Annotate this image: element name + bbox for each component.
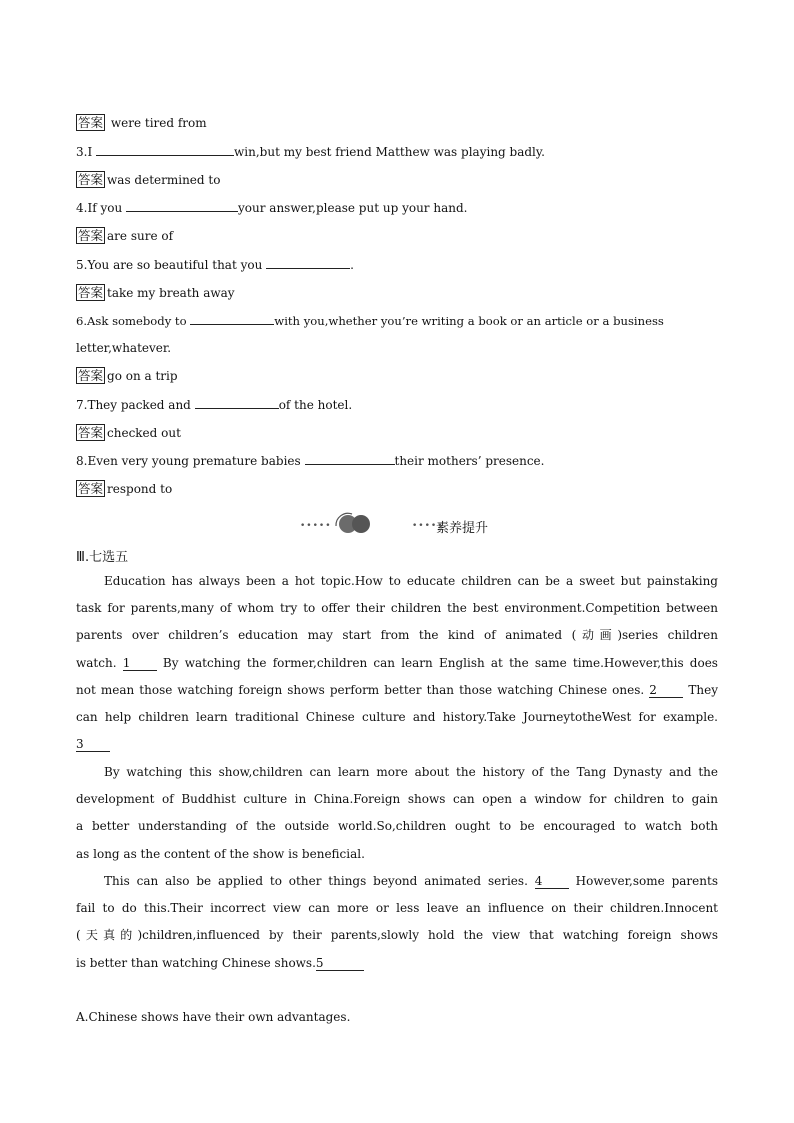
passage-line — [76, 868, 718, 895]
section-banner — [298, 508, 498, 538]
passage-line: (天真的)children,influenced by their parents,slowly hold the view that watching foreign shows — [76, 928, 718, 943]
passage-text: They — [688, 682, 718, 697]
option-a — [76, 1008, 718, 1026]
answer-blank[interactable] — [266, 256, 350, 269]
passage-line: By watching this show,children can learn more about the history of the Tang Dynasty and the — [104, 765, 718, 779]
gap-1-blank[interactable]: 1 — [123, 657, 157, 671]
passage-line — [76, 677, 718, 704]
banner-dots-right: ••••• — [412, 521, 444, 531]
passage-line: as long as the content of the show is beneficial. — [76, 846, 365, 861]
passage-line — [76, 731, 718, 758]
question-text-before: 7.They packed and — [76, 398, 191, 412]
answer-blank[interactable] — [305, 452, 395, 465]
gap-4-blank[interactable]: 4 — [535, 875, 569, 889]
answer-blank[interactable] — [126, 199, 238, 212]
answer-line-5 — [76, 284, 718, 302]
option-text: A.Chinese shows have their own advantages. — [76, 1010, 351, 1024]
passage-line: a better understanding of the outside world.So,children ought to be encouraged to watch both — [76, 819, 718, 834]
question-text-before: 8.Even very young premature babies — [76, 454, 301, 468]
question-5 — [76, 256, 718, 274]
answer-line-4 — [76, 227, 718, 245]
question-7 — [76, 396, 718, 414]
answer-text: checked out — [107, 426, 181, 440]
passage-line — [76, 650, 718, 677]
answer-line-6 — [76, 367, 718, 385]
question-text-before: 5.You are so beautiful that you — [76, 258, 263, 272]
question-4 — [76, 199, 718, 217]
question-text-after: their mothers’ presence. — [394, 454, 545, 468]
passage-text: not mean those watching foreign shows perform better than those watching Chinese ones. — [76, 682, 645, 697]
passage-text: watch. — [76, 655, 117, 670]
question-text-after: of the hotel. — [278, 398, 353, 412]
passage-line: fail to do this.Their incorrect view can more or less leave an influence on their children.Innocent — [76, 901, 718, 916]
answer-text: was determined to — [107, 173, 221, 187]
question-6 — [76, 312, 718, 330]
banner-title: 素养提升 — [436, 521, 489, 536]
passage-text: is better than watching Chinese shows. — [76, 955, 316, 970]
question-8 — [76, 452, 718, 470]
section-title: Ⅲ.七选五 — [76, 550, 129, 565]
answer-tag: 答案 — [78, 172, 104, 187]
answer-tag: 答案 — [78, 228, 104, 243]
question-text-before: 6.Ask somebody to — [76, 314, 187, 328]
banner-circles-icon — [332, 508, 376, 536]
passage-line: Education has always been a hot topic.How to educate children can be a sweet but painstaking — [104, 574, 718, 588]
passage-paragraph-1 — [76, 568, 718, 758]
gap-5-blank[interactable]: 5 — [316, 957, 364, 971]
passage-paragraph-3 — [76, 868, 718, 977]
passage-text: This can also be applied to other things beyond animated series. — [104, 874, 528, 888]
question-text-after: your answer,please put up your hand. — [238, 201, 468, 215]
question-text-after: with you,whether you’re writing a book or an article or a business — [274, 314, 664, 328]
answer-line-7 — [76, 424, 718, 442]
passage-line: parents over children’s education may start from the kind of animated (动画)series children — [76, 628, 718, 643]
question-text-cont: letter,whatever. — [76, 341, 172, 355]
passage-text: However,some parents — [575, 874, 718, 888]
answer-text: were tired from — [110, 116, 207, 130]
answer-text: go on a trip — [107, 369, 178, 383]
banner-dots-left: ••••• — [300, 521, 332, 531]
answer-tag: 答案 — [78, 115, 104, 130]
answer-tag: 答案 — [78, 285, 104, 300]
question-6-continuation — [76, 339, 718, 357]
passage-line: task for parents,many of whom try to offer their children the best environment.Competition between — [76, 601, 718, 616]
passage-line: can help children learn traditional Chinese culture and history.Take JourneytotheWest for example. — [76, 709, 718, 724]
answer-tag: 答案 — [78, 481, 104, 496]
question-text-before: 3.I — [76, 145, 93, 159]
answer-line-8 — [76, 480, 718, 498]
answer-tag: 答案 — [78, 425, 104, 440]
answer-text: are sure of — [107, 229, 174, 243]
gap-2-blank[interactable]: 2 — [649, 684, 683, 698]
question-text-after: . — [350, 258, 354, 272]
passage-paragraph-2 — [76, 759, 718, 868]
gap-3-blank[interactable]: 3 — [76, 738, 110, 752]
answer-blank[interactable] — [190, 312, 274, 325]
answer-blank[interactable] — [96, 143, 234, 156]
question-3 — [76, 143, 718, 161]
question-text-before: 4.If you — [76, 201, 123, 215]
passage-line — [76, 950, 718, 977]
answer-line-3 — [76, 171, 718, 189]
passage-text: By watching the former,children can learn English at the same time.However,this does — [162, 655, 718, 670]
passage-line: development of Buddhist culture in China.Foreign shows can open a window for children to gain — [76, 792, 718, 807]
answer-text: respond to — [107, 482, 173, 496]
answer-blank[interactable] — [195, 396, 279, 409]
answer-text: take my breath away — [107, 286, 235, 300]
question-text-after: win,but my best friend Matthew was playing badly. — [234, 145, 545, 159]
answer-line-2 — [76, 114, 718, 132]
answer-tag: 答案 — [78, 368, 104, 383]
